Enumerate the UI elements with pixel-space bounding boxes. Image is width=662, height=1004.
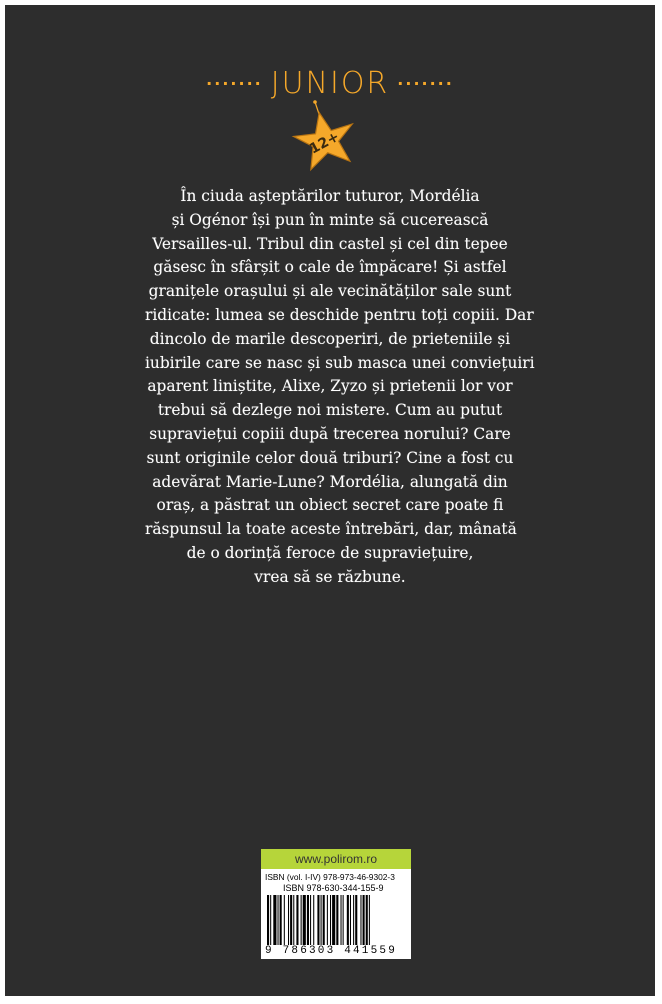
barcode-bar bbox=[350, 895, 351, 945]
barcode-bar bbox=[293, 895, 294, 945]
isbn-set-label: ISBN (vol. I-IV) 978-973-46-9302-3 bbox=[265, 872, 395, 882]
barcode-bar bbox=[347, 895, 349, 945]
barcode-bar bbox=[313, 895, 314, 945]
blurb-line: răspunsul la toate aceste întrebări, dar, mânată bbox=[145, 520, 517, 539]
isbn-label: ISBN 978-630-344-155-9 bbox=[283, 883, 384, 893]
barcode-bar bbox=[290, 895, 292, 945]
barcode-bar bbox=[303, 895, 306, 945]
barcode-icon bbox=[265, 895, 407, 945]
barcode-bar bbox=[288, 895, 289, 945]
barcode-bar bbox=[330, 895, 331, 945]
barcode-bar bbox=[355, 895, 357, 945]
barcode-bar bbox=[369, 895, 370, 945]
barcode-bar bbox=[336, 895, 338, 945]
barcode-bar bbox=[353, 895, 354, 945]
blurb-line: trebui să dezlege noi mistere. Cum au putut bbox=[157, 401, 503, 420]
barcode-bar bbox=[307, 895, 309, 945]
barcode-bar bbox=[343, 895, 344, 945]
barcode-bar bbox=[341, 895, 342, 945]
blurb-line: supraviețui copiii după trecerea norului? Care bbox=[149, 424, 511, 443]
barcode-bar bbox=[280, 895, 282, 945]
blurb-line: aparent liniștite, Alixe, Zyzo și prietenii lor vor bbox=[147, 377, 513, 396]
barcode-bar bbox=[310, 895, 311, 945]
barcode-bar bbox=[366, 895, 368, 945]
barcode-digits: 9 786303 441559 bbox=[265, 945, 398, 957]
age-star-badge bbox=[285, 100, 365, 180]
blurb-line: de o dorință feroce de supraviețuire, bbox=[186, 543, 474, 562]
barcode-bar bbox=[270, 895, 271, 945]
barcode-bar bbox=[332, 895, 335, 945]
book-blurb bbox=[145, 185, 535, 590]
blurb-line: găsesc în sfârșit o cale de împăcare! Și astfel bbox=[153, 258, 507, 277]
barcode-bar bbox=[296, 895, 298, 945]
blurb-line: În ciuda așteptărilor tuturor, Mordélia bbox=[180, 187, 480, 205]
barcode-bar bbox=[278, 895, 279, 945]
series-name: JUNIOR bbox=[270, 65, 390, 101]
blurb-line: sunt originile celor două triburi? Cine a fost cu bbox=[146, 448, 514, 467]
junior-series-logo bbox=[5, 63, 655, 103]
barcode-bar bbox=[360, 895, 361, 945]
blurb-line: oraș, a păstrat un obiect secret care poate fi bbox=[156, 496, 504, 515]
barcode-bar bbox=[317, 895, 319, 945]
publisher-website: www.polirom.ro bbox=[261, 849, 411, 869]
back-cover bbox=[5, 5, 655, 996]
blurb-line: ridicate: lumea se deschide pentru toți copiii. Dar bbox=[145, 305, 534, 324]
barcode-panel bbox=[261, 849, 411, 959]
blurb-line: dincolo de marile descoperiri, de prieteniile și bbox=[149, 329, 511, 348]
barcode-bar bbox=[363, 895, 365, 945]
barcode-bar bbox=[301, 895, 302, 945]
blurb-line: iubirile care se nasc și sub masca unei conviețuiri bbox=[145, 353, 535, 372]
star-icon bbox=[285, 100, 365, 180]
barcode-bar bbox=[284, 895, 285, 945]
blurb-line: Versailles-ul. Tribul din castel și cel din tepee bbox=[152, 234, 508, 253]
barcode-bar bbox=[323, 895, 325, 945]
blurb-line: adevărat Marie-Lune? Mordélia, alungată din bbox=[152, 472, 508, 491]
barcode-bar bbox=[327, 895, 328, 945]
logo-dots-left: ······· bbox=[206, 73, 263, 93]
logo-dots-right: ······· bbox=[397, 73, 454, 93]
barcode-bar bbox=[321, 895, 322, 945]
barcode-bar bbox=[267, 895, 269, 945]
blurb-line: și Ogénor își pun în minte să cucerească bbox=[171, 210, 489, 229]
barcode-bar bbox=[273, 895, 276, 945]
age-rating-text: 12+ bbox=[306, 128, 343, 158]
blurb-line: vrea să se răzbune. bbox=[254, 567, 406, 586]
blurb-line: granițele orașului și ale vecinătăților sale sunt bbox=[148, 282, 512, 301]
